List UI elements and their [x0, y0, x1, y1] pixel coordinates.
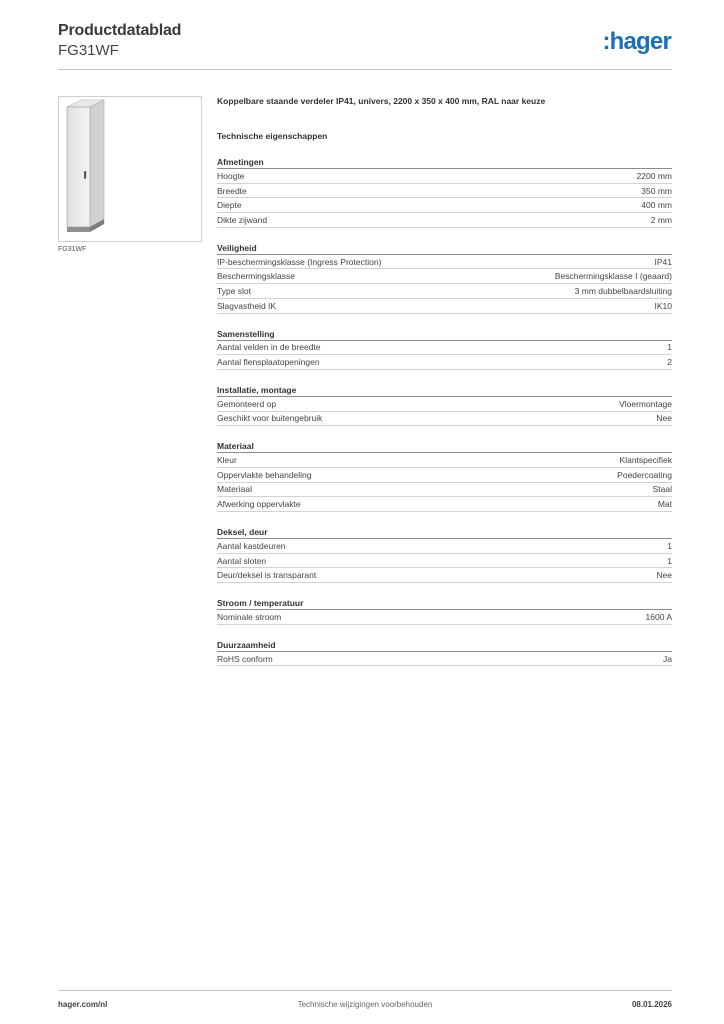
- spec-label: Deur/deksel is transparant: [217, 570, 317, 581]
- spec-row: [217, 483, 672, 498]
- section-title: Duurzaamheid: [217, 639, 672, 652]
- section-title: Samenstelling: [217, 328, 672, 341]
- spec-label: Nominale stroom: [217, 611, 282, 622]
- spec-label: Type slot: [217, 285, 252, 296]
- footer-notice: Technische wijzigingen voorbehouden: [297, 1000, 433, 1009]
- spec-row: [217, 299, 672, 314]
- spec-value: Vloermontage: [619, 398, 672, 409]
- page-footer: [58, 990, 672, 1011]
- section-title: Stroom / temperatuur: [217, 597, 672, 610]
- section-afmetingen: [217, 156, 672, 228]
- product-code: FG31WF: [58, 42, 119, 59]
- spec-row: [217, 184, 672, 199]
- section-samenstelling: [217, 328, 672, 370]
- spec-value: 1600 A: [645, 611, 672, 622]
- section-title: Veiligheid: [217, 242, 672, 255]
- spec-row: [217, 255, 672, 270]
- spec-row: [217, 453, 672, 468]
- section-title: Materiaal: [217, 440, 672, 453]
- spec-value: Poedercoating: [617, 469, 672, 480]
- spec-value: 1: [667, 540, 672, 551]
- spec-label: Aantal flensplaatopeningen: [217, 357, 320, 368]
- spec-value: 2200 mm: [636, 170, 672, 181]
- spec-row: [217, 468, 672, 483]
- spec-row: [217, 284, 672, 299]
- spec-label: Geschikt voor buitengebruik: [217, 413, 323, 424]
- hager-logo: [568, 26, 672, 56]
- spec-value: 1: [667, 555, 672, 566]
- section-installatie-montage: [217, 384, 672, 426]
- spec-row: [217, 169, 672, 184]
- section-title: Installatie, montage: [217, 384, 672, 397]
- spec-value: Mat: [657, 499, 672, 510]
- spec-value: 400 mm: [641, 200, 672, 211]
- spec-value: IP41: [654, 256, 672, 267]
- spec-value: Staal: [652, 484, 672, 495]
- spec-value: Ja: [663, 653, 672, 664]
- section-deksel-deur: [217, 526, 672, 583]
- spec-row: [217, 341, 672, 356]
- product-description: Koppelbare staande verdeler IP41, univers, 2200 x 350 x 400 mm, RAL naar keuze: [217, 96, 546, 106]
- cabinet-illustration: [59, 97, 201, 241]
- spec-row: [217, 397, 672, 412]
- spec-label: Aantal sloten: [217, 555, 267, 566]
- spec-value: Nee: [656, 413, 672, 424]
- page-header: [58, 22, 672, 70]
- spec-row: [217, 568, 672, 583]
- spec-value: Nee: [656, 570, 672, 581]
- hager-logo-text: :hager: [602, 28, 671, 55]
- spec-row: [217, 269, 672, 284]
- spec-label: Materiaal: [217, 484, 252, 495]
- spec-row: [217, 610, 672, 625]
- technical-properties-heading: Technische eigenschappen: [217, 131, 328, 141]
- spec-label: Dikte zijwand: [217, 214, 268, 225]
- spec-value: 350 mm: [641, 185, 672, 196]
- section-materiaal: [217, 440, 672, 512]
- image-caption: FG31WF: [58, 246, 87, 253]
- section-veiligheid: [217, 242, 672, 314]
- spec-row: [217, 213, 672, 228]
- footer-website-link[interactable]: hager.com/nl: [58, 1000, 108, 1009]
- spec-label: Gemonteerd op: [217, 398, 277, 409]
- spec-row: [217, 355, 672, 370]
- spec-label: Slagvastheid IK: [217, 300, 277, 311]
- spec-label: Kleur: [217, 455, 237, 466]
- product-image: [58, 96, 202, 242]
- section-duurzaamheid: [217, 639, 672, 667]
- spec-label: Hoogte: [217, 170, 245, 181]
- section-title: Deksel, deur: [217, 526, 672, 539]
- section-stroom-temperatuur: [217, 597, 672, 625]
- section-title: Afmetingen: [217, 156, 672, 169]
- spec-value: Klantspecifiek: [619, 455, 672, 466]
- spec-label: Aantal kastdeuren: [217, 540, 286, 551]
- spec-label: Beschermingsklasse: [217, 271, 295, 282]
- spec-label: Diepte: [217, 200, 242, 211]
- spec-value: Beschermingsklasse I (geaard): [554, 271, 672, 282]
- spec-label: Breedte: [217, 185, 247, 196]
- footer-date: 08.01.2026: [631, 1000, 672, 1009]
- spec-value: 1: [667, 342, 672, 353]
- spec-label: Aantal velden in de breedte: [217, 342, 321, 353]
- spec-row: [217, 539, 672, 554]
- spec-value: 2: [667, 357, 672, 368]
- spec-value: IK10: [654, 300, 672, 311]
- spec-label: RoHS conform: [217, 653, 273, 664]
- datasheet-content: [217, 96, 672, 666]
- spec-label: Oppervlakte behandeling: [217, 469, 312, 480]
- spec-label: Afwerking oppervlakte: [217, 499, 301, 510]
- spec-value: 2 mm: [650, 214, 672, 225]
- spec-label: IP-beschermingsklasse (Ingress Protection): [217, 256, 382, 267]
- spec-value: 3 mm dubbelbaardsluiting: [574, 285, 672, 296]
- spec-row: [217, 198, 672, 213]
- spec-row: [217, 554, 672, 569]
- document-title: Productdatablad: [58, 22, 182, 39]
- spec-row: [217, 412, 672, 427]
- spec-row: [217, 497, 672, 512]
- spec-row: [217, 652, 672, 667]
